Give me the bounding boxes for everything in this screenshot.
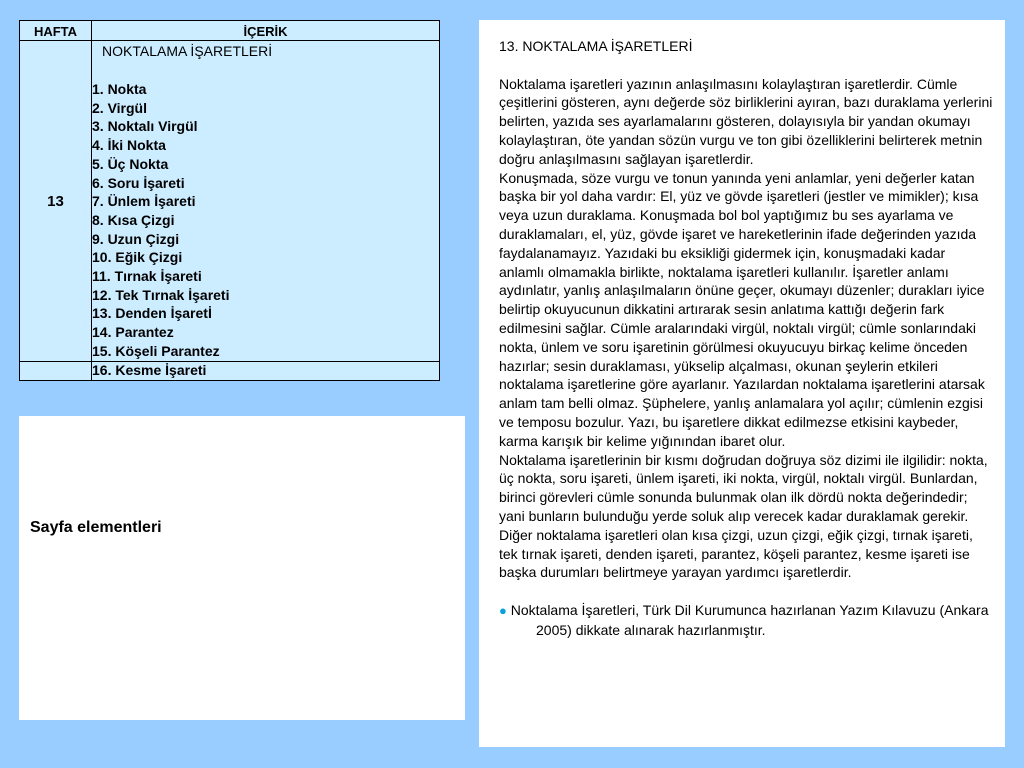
paragraph: Noktalama işaretleri yazının anlaşılmasını kolaylaştıran işaretlerdir. Cümle çeşitlerini gösteren, aynı değerde söz birliklerini ayıran, bazı duraklama yerlerini belirten, yazıda ses ayarlamalarını gösteren, dolayısıyla bir yandan okumayı kolaylaştıran, öte yandan sözün vurgu ve ton gibi özelliklerini belirterek metnin doğru anlaşılmasını sağlayan işaretlerdir. <box>499 75 993 167</box>
list-item: 15. Köşeli Parantez <box>92 342 220 359</box>
list-item: 12. Tek Tırnak İşareti <box>92 286 230 303</box>
list-item: 1. Nokta <box>92 81 147 97</box>
week-number-cell: 13 <box>47 192 64 210</box>
list-item: 9. Uzun Çizgi <box>92 230 180 247</box>
header-week: HAFTA <box>33 23 78 39</box>
list-item: 7. Ünlem İşareti <box>92 193 196 210</box>
paragraph: Konuşmada, söze vurgu ve tonun yanında yeni anlamlar, yeni değerler katan başka bir yol daha vardır: El, yüz ve gövde işaretleri (jestler ve mimikler); kısa veya uzun duraklama. Konuşmada bol bol yaptığımız bu ses ayarlama ve duraklamaları, el, yüz, gövde işaret ve hareketlerinin ifade değerinden yazıda faydalanamayız. Yazıdaki bu eksikliği gidermek için, konuşmadaki kadar anlamlı olmamakla birlikte, noktalama işaretleri kullanılır. İşaretler anlamı aydınlatır, yanlış anlaşılmaların önüne geçer, okumayı düzenler; durakları iyice belirtip okuyucunun dikkatini artırarak sesin anlatıma kattığı değerin fark edilmesini sağlar. Cümle aralarındaki virgül, noktalı virgül; cümle sonlarındaki nokta, ünlem ve soru işaretinin görülmesi okuyucuyu birkaç kelime önceden hazırlar; sesin duraklaması, yükselip alçalması, okunan şeylerin etkileri noktalama işaretlerine göre ayarlanır. Yazılardan noktalama işaretlerini atarsak anlam tam belli olmaz. Şüphelere, yanlış anlamalara yol açılır; cümlenin ezgisi ve temposu bozulur. Yazı, bu işaretlere dikkat edilmezse etkisini kaybeder, karma karışık bir kelime yığınından ibaret olur. <box>499 169 985 449</box>
list-item: 11. Tırnak İşareti <box>92 268 202 285</box>
list-item: 16. Kesme İşareti <box>92 361 207 378</box>
topic-list <box>92 80 229 379</box>
page-elements-label: Sayfa elementleri <box>30 519 162 536</box>
paragraph: Noktalama işaretlerinin bir kısmı doğrudan doğruya söz dizimi ile ilgilidir: nokta, üç nokta, soru işareti, ünlem işareti, iki nokta, virgül, noktalı virgül. Bunlardan, birinci görevleri cümle sonunda bulunmak olan ilk dördü nokta değerindedir; yani bunların bulunduğu yerde soluk alıp verecek kadar duraklamak gerekir. Diğer noktalama işaretleri olan kısa çizgi, uzun çizgi, eğik çizgi, tırnak işareti, tek tırnak işareti, denden işareti, parantez, köşeli parantez, kesme işareti ise başka durumları belirtmeye yarayan yardımcı işaretlerdir. <box>499 451 988 581</box>
list-item: 6. Soru İşareti <box>92 174 185 191</box>
footnote-text: Noktalama İşaretleri, Türk Dil Kurumunca hazırlanan Yazım Kılavuzu (Ankara 2005) dikkate alınarak hazırlanmıştır. <box>510 601 989 638</box>
content-title: NOKTALAMA İŞARETLERİ <box>102 43 273 59</box>
list-item: 5. Üç Nokta <box>92 155 169 172</box>
list-item: 8. Kısa Çizgi <box>92 211 175 228</box>
footnote <box>499 601 993 640</box>
footer-row-divider <box>20 361 439 362</box>
list-item: 4. İki Nokta <box>92 137 166 154</box>
content-cell <box>92 42 439 378</box>
text-panel <box>479 20 1005 747</box>
list-item: 10. Eğik Çizgi <box>92 249 183 266</box>
list-item: 2. Virgül <box>92 99 147 116</box>
section-title: 13. NOKTALAMA İŞARETLERİ <box>499 38 693 54</box>
text-body <box>499 37 993 640</box>
bullet-icon: ● <box>499 602 507 618</box>
header-content: İÇERİK <box>243 23 288 39</box>
page-elements-panel <box>19 416 465 720</box>
list-item: 3. Noktalı Virgül <box>92 118 198 135</box>
weekly-content-table <box>19 20 440 381</box>
list-item: 13. Denden İşaretİ <box>92 305 212 322</box>
list-item: 14. Parantez <box>92 324 174 341</box>
